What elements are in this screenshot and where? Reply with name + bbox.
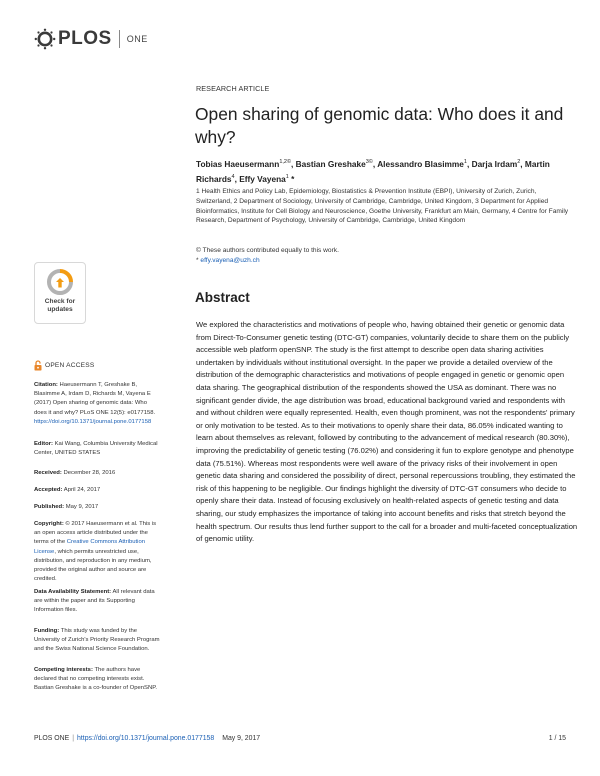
author-name: Bastian Greshake [295, 159, 366, 169]
page-number: 1 / 15 [548, 735, 566, 742]
editor-text: Kai Wang, Columbia University Medical Center, UNITED STATES [34, 441, 158, 457]
abstract-heading: Abstract [195, 290, 250, 305]
published-date: May 9, 2017 [65, 504, 99, 510]
accepted-label: Accepted: [34, 487, 63, 493]
received-label: Received: [34, 470, 62, 476]
author-affiliation-marker: 2 [517, 159, 521, 165]
copyright-label: Copyright: [34, 521, 64, 527]
accepted-date: April 24, 2017 [63, 487, 101, 493]
footer-separator: | [72, 735, 75, 742]
accepted-block [34, 486, 160, 495]
license-link[interactable]: Creative Commons Attribution License [34, 539, 145, 555]
copyright-block [34, 520, 160, 584]
article-type: RESEARCH ARTICLE [196, 84, 270, 93]
author-affiliation-marker: 1 [463, 159, 467, 165]
corresponding-email-line [196, 256, 574, 266]
editor-block [34, 440, 160, 458]
author-affiliation-marker: 1,2© [279, 159, 292, 165]
page-footer [34, 735, 566, 742]
check-updates-label: Check for updates [44, 298, 76, 313]
funding-block [34, 627, 160, 655]
affiliations: 1 Health Ethics and Policy Lab, Epidemiology, Biostatistics & Prevention Institute (EBPI), University of Zurich, Zurich, Switzerland, 2 Department of Sociology, University of Cambridge, Cambridge, United Kingdom, 3 Department for Applied Bioinformatics, Institute for Cell Biology and Neuroscience, Goethe University, Frankfurt am Main, Germany, 4 Centre for Family Research, Department of Psychology, University of Cambridge, Cambridge, United Kingdom [196, 188, 569, 225]
plos-logo-icon [34, 28, 56, 50]
competing-interests-block [34, 666, 160, 694]
citation-text: Haeusermann T, Greshake B, Blasimme A, Irdam D, Richards M, Vayena E (2017) Open sharing of genomic data: Who does it and why? PLoS ONE 12(5): e0177158. [34, 382, 156, 416]
footer-journal: PLOS ONE [34, 735, 70, 742]
check-updates-icon [47, 269, 73, 295]
check-for-updates-badge[interactable] [34, 262, 86, 324]
author-separator: , [234, 173, 240, 184]
citation-label: Citation: [34, 382, 58, 388]
copyright-text: © 2017 Haeusermann et al. This is an open access article distributed under the terms of the [34, 521, 157, 546]
open-access-label: OPEN ACCESS [45, 362, 95, 369]
citation-doi-link[interactable]: https://doi.org/10.1371/journal.pone.0177158 [34, 418, 152, 425]
received-block [34, 469, 160, 478]
plos-one-logo[interactable] [34, 28, 148, 50]
data-availability-block [34, 588, 160, 616]
author-list [196, 156, 571, 185]
open-lock-icon [34, 360, 42, 371]
copyright-text-end: , which permits unrestricted use, distribution, and reproduction in any medium, provided the original author and source are credited. [34, 548, 152, 583]
author-name: Martin Richards [196, 159, 550, 184]
author-separator: , [466, 159, 472, 169]
author-affiliation-marker: 1 [285, 173, 289, 180]
funding-label: Funding: [34, 628, 60, 634]
logo-text: PLOS [58, 28, 112, 49]
author-affiliation-marker: 4 [231, 173, 235, 180]
contribution-notes [196, 246, 574, 265]
footer-date: May 9, 2017 [222, 735, 261, 742]
author-affiliation-marker: 3© [365, 159, 373, 165]
data-availability-text: All relevant data are within the paper and its Supporting Information files. [34, 589, 155, 614]
author-separator: , [520, 159, 525, 169]
data-availability-label: Data Availability Statement: [34, 589, 112, 595]
published-block [34, 503, 160, 512]
funding-text: This study was funded by the University of Zurich's Priority Research Program and the Swiss National Science Foundation. [34, 628, 160, 653]
author-name: Darja Irdam [471, 159, 518, 169]
corresponding-email-link[interactable]: effy.vayena@uzh.ch [200, 256, 260, 264]
journal-name: ONE [126, 34, 148, 44]
author-name: Alessandro Blasimme [377, 159, 464, 169]
citation-block [34, 381, 160, 427]
open-access-badge [34, 360, 94, 371]
editor-label: Editor: [34, 441, 53, 447]
author-separator: , [291, 159, 296, 169]
received-date: December 28, 2016 [63, 470, 116, 476]
author-separator: , [372, 159, 378, 169]
competing-interests-text: The authors have declared that no competing interests exist. Bastian Greshake is a co-founder of OpenSNP. [34, 667, 158, 692]
equal-contribution-note: © These authors contributed equally to this work. [196, 247, 339, 254]
footer-doi-link[interactable]: https://doi.org/10.1371/journal.pone.0177158 [77, 735, 215, 742]
logo-divider [119, 30, 120, 48]
abstract-text: We explored the characteristics and motivations of people who, having obtained their genetic or genomic data from Direct-To-Consumer genetic testing (DTC-GT) companies, voluntarily decide to share them on the publicly accessible web platform openSNP. The study is the first attempt to describe open data sharing activities undertaken by individuals without institutional oversight. In the paper we provide a detailed overview of the distribution of the demographic characteristics and motivations of people engaged in genetic or genomic open data sharing. The geographical distribution of the respondents showed the USA as dominant. There was no significant gender divide, the age distribution was broad, educational background varied and respondents with and without children were equally represented. Health, even though prominent, was not the respondents' primary or only motivation to be tested. As to their motivations to openly share their data, 86.05% indicated wanting to learn about themselves as relevant, followed by contributing to the advancement of medical research (80.30%), improving the predictability of genetic testing (76.02%) and considering it fun to explore genotype and phenotype data (75.51%). Whereas most respondents were well aware of the privacy risks of their involvement in open genetic data sharing and considered the possibility of direct, personal repercussions troubling, they estimated the risk of this happening to be negligible. Our findings highlight the diversity of DTC-GT consumers who decide to openly share their data. Instead of focusing exclusively on health-related aspects of genetic testing and data sharing, our study emphasizes the importance of taking into account benefits and risks that stretch beyond the health spectrum. Our results thus lend further support to the call for a broader and multi-faceted conceptualization of genomic utility. [196, 320, 578, 544]
published-label: Published: [34, 504, 65, 510]
competing-interests-label: Competing interests: [34, 667, 93, 673]
author-name: Effy Vayena [239, 173, 286, 184]
author-separator: * [288, 173, 295, 184]
email-marker: * [196, 256, 201, 264]
article-title: Open sharing of genomic data: Who does it and why? [195, 104, 564, 147]
author-name: Tobias Haeusermann [196, 159, 280, 169]
